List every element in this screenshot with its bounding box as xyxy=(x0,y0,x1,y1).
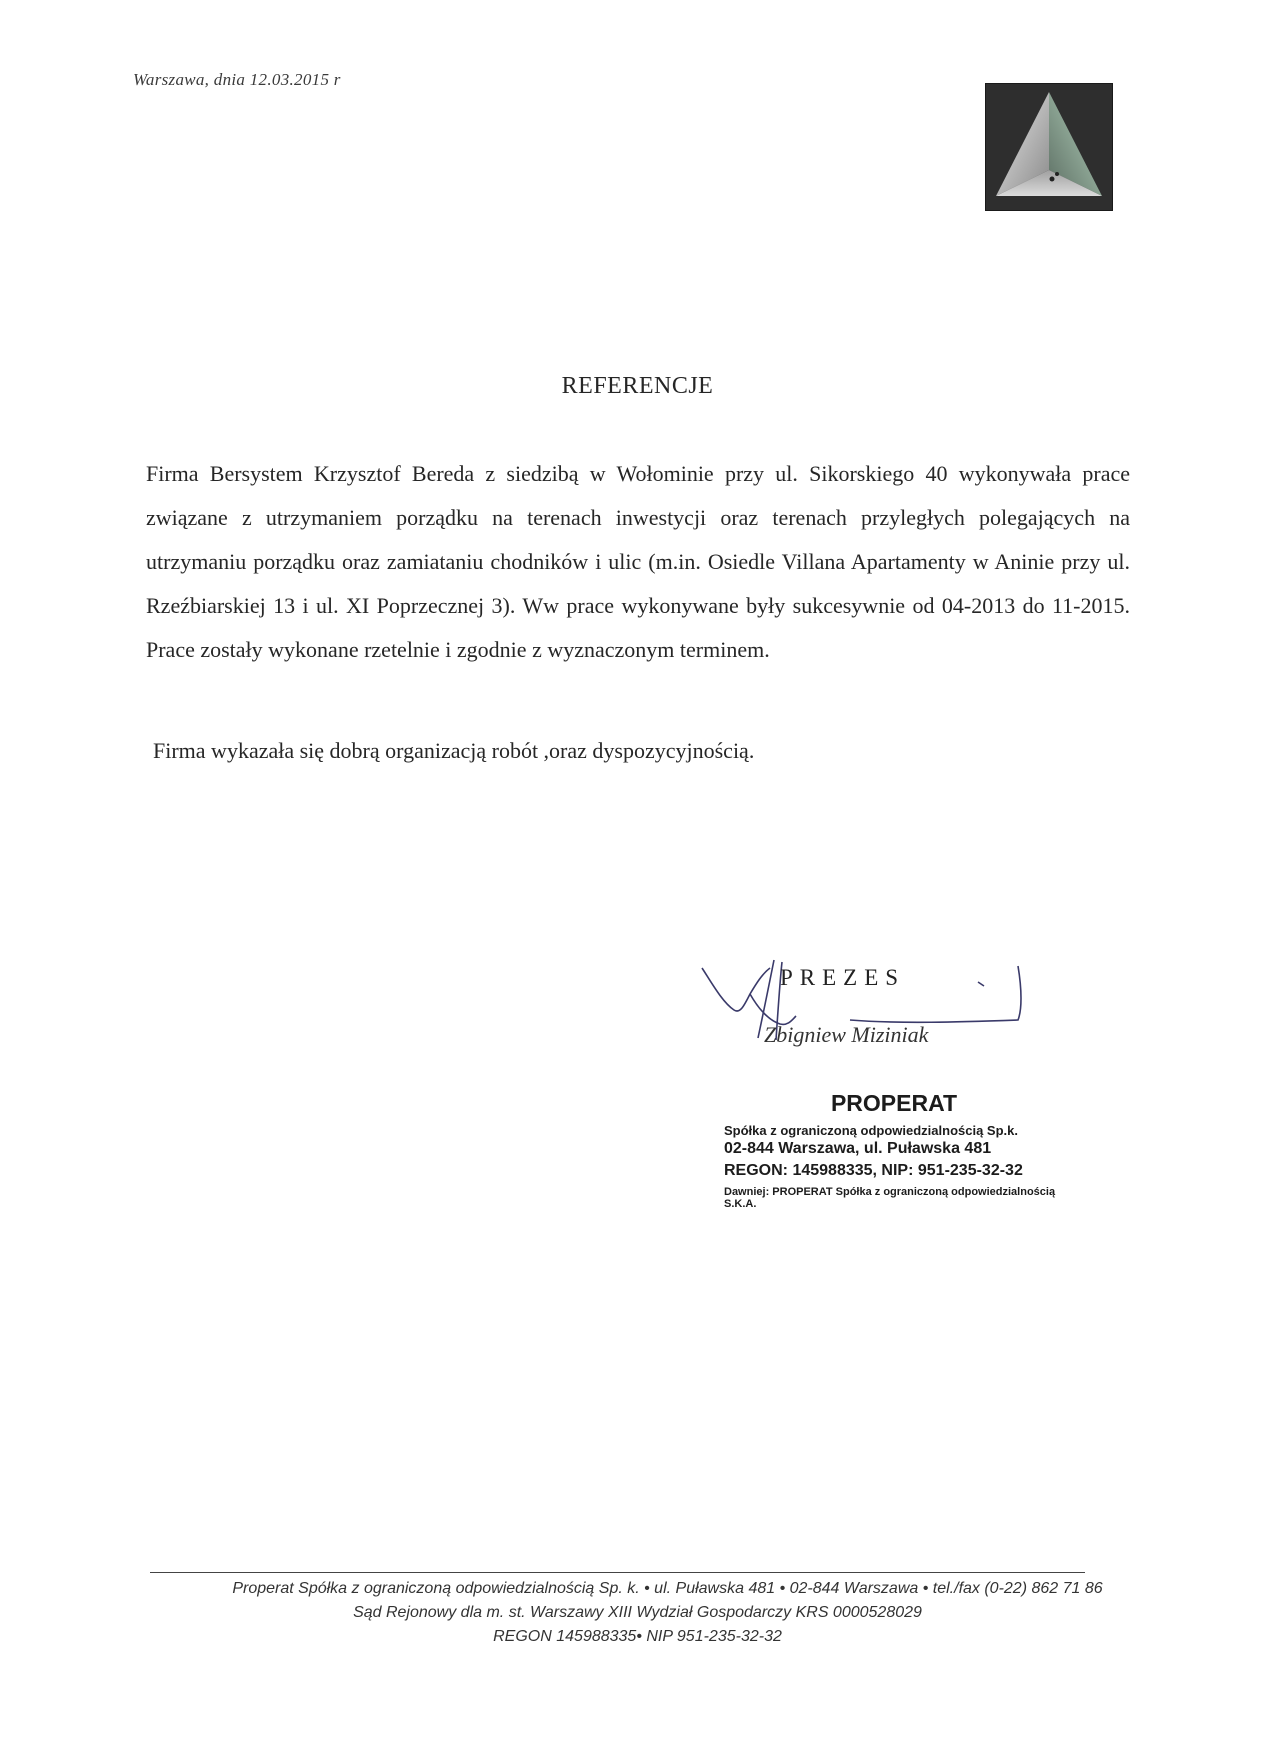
company-address: 02-844 Warszawa, ul. Puławska 481 xyxy=(724,1140,992,1157)
body-paragraph-2: Firma wykazała się dobrą organizacją robót ,oraz dyspozycyjnością. xyxy=(153,738,755,763)
footer xyxy=(0,1577,1275,1649)
triangle-logo-icon xyxy=(985,83,1113,211)
date-line: Warszawa, dnia 12.03.2015 r xyxy=(133,70,341,89)
stamp-title: PREZES xyxy=(780,965,906,990)
footer-divider xyxy=(150,1572,1085,1573)
footer-line-3: REGON 145988335• NIP 951-235-32-32 xyxy=(493,1628,782,1645)
company-former-name: Dawniej: PROPERAT Spółka z ograniczoną odpowiedzialnością S.K.A. xyxy=(724,1186,1056,1210)
page-title: REFERENCJE xyxy=(561,373,714,399)
body-paragraph-1: Firma Bersystem Krzysztof Bereda z siedzibą w Wołominie przy ul. Sikorskiego 40 wykonywała prace związane z utrzymaniem porządku na terenach inwestycji oraz terenach przyległych polegających na utrzymaniu porządku oraz zamiataniu chodników i ulic (m.in. Osiedle Villana Apartamenty w Aninie przy ul. Rzeźbiarskiej 13 i ul. XI Poprzecznej 3). Ww prace wykonywane były sukcesywnie od 04-2013 do 11-2015. Prace zostały wykonane rzetelnie i zgodnie z wyznaczonym terminem. xyxy=(146,461,1130,662)
footer-line-1: Properat Spółka z ograniczoną odpowiedzialnością Sp. k. • ul. Puławska 481 • 02-844 Warszawa • tel./fax (0-22) 862 71 86 xyxy=(232,1580,1103,1597)
company-stamp xyxy=(724,1090,1064,1210)
company-legal-form: Spółka z ograniczoną odpowiedzialnością Sp.k. xyxy=(724,1123,1018,1138)
signatory-name: Zbigniew Miziniak xyxy=(764,1022,929,1047)
company-registry: REGON: 145988335, NIP: 951-235-32-32 xyxy=(724,1162,1023,1179)
company-name: PROPERAT xyxy=(830,1090,958,1116)
footer-line-2: Sąd Rejonowy dla m. st. Warszawy XIII Wydział Gospodarczy KRS 0000528029 xyxy=(353,1604,922,1621)
